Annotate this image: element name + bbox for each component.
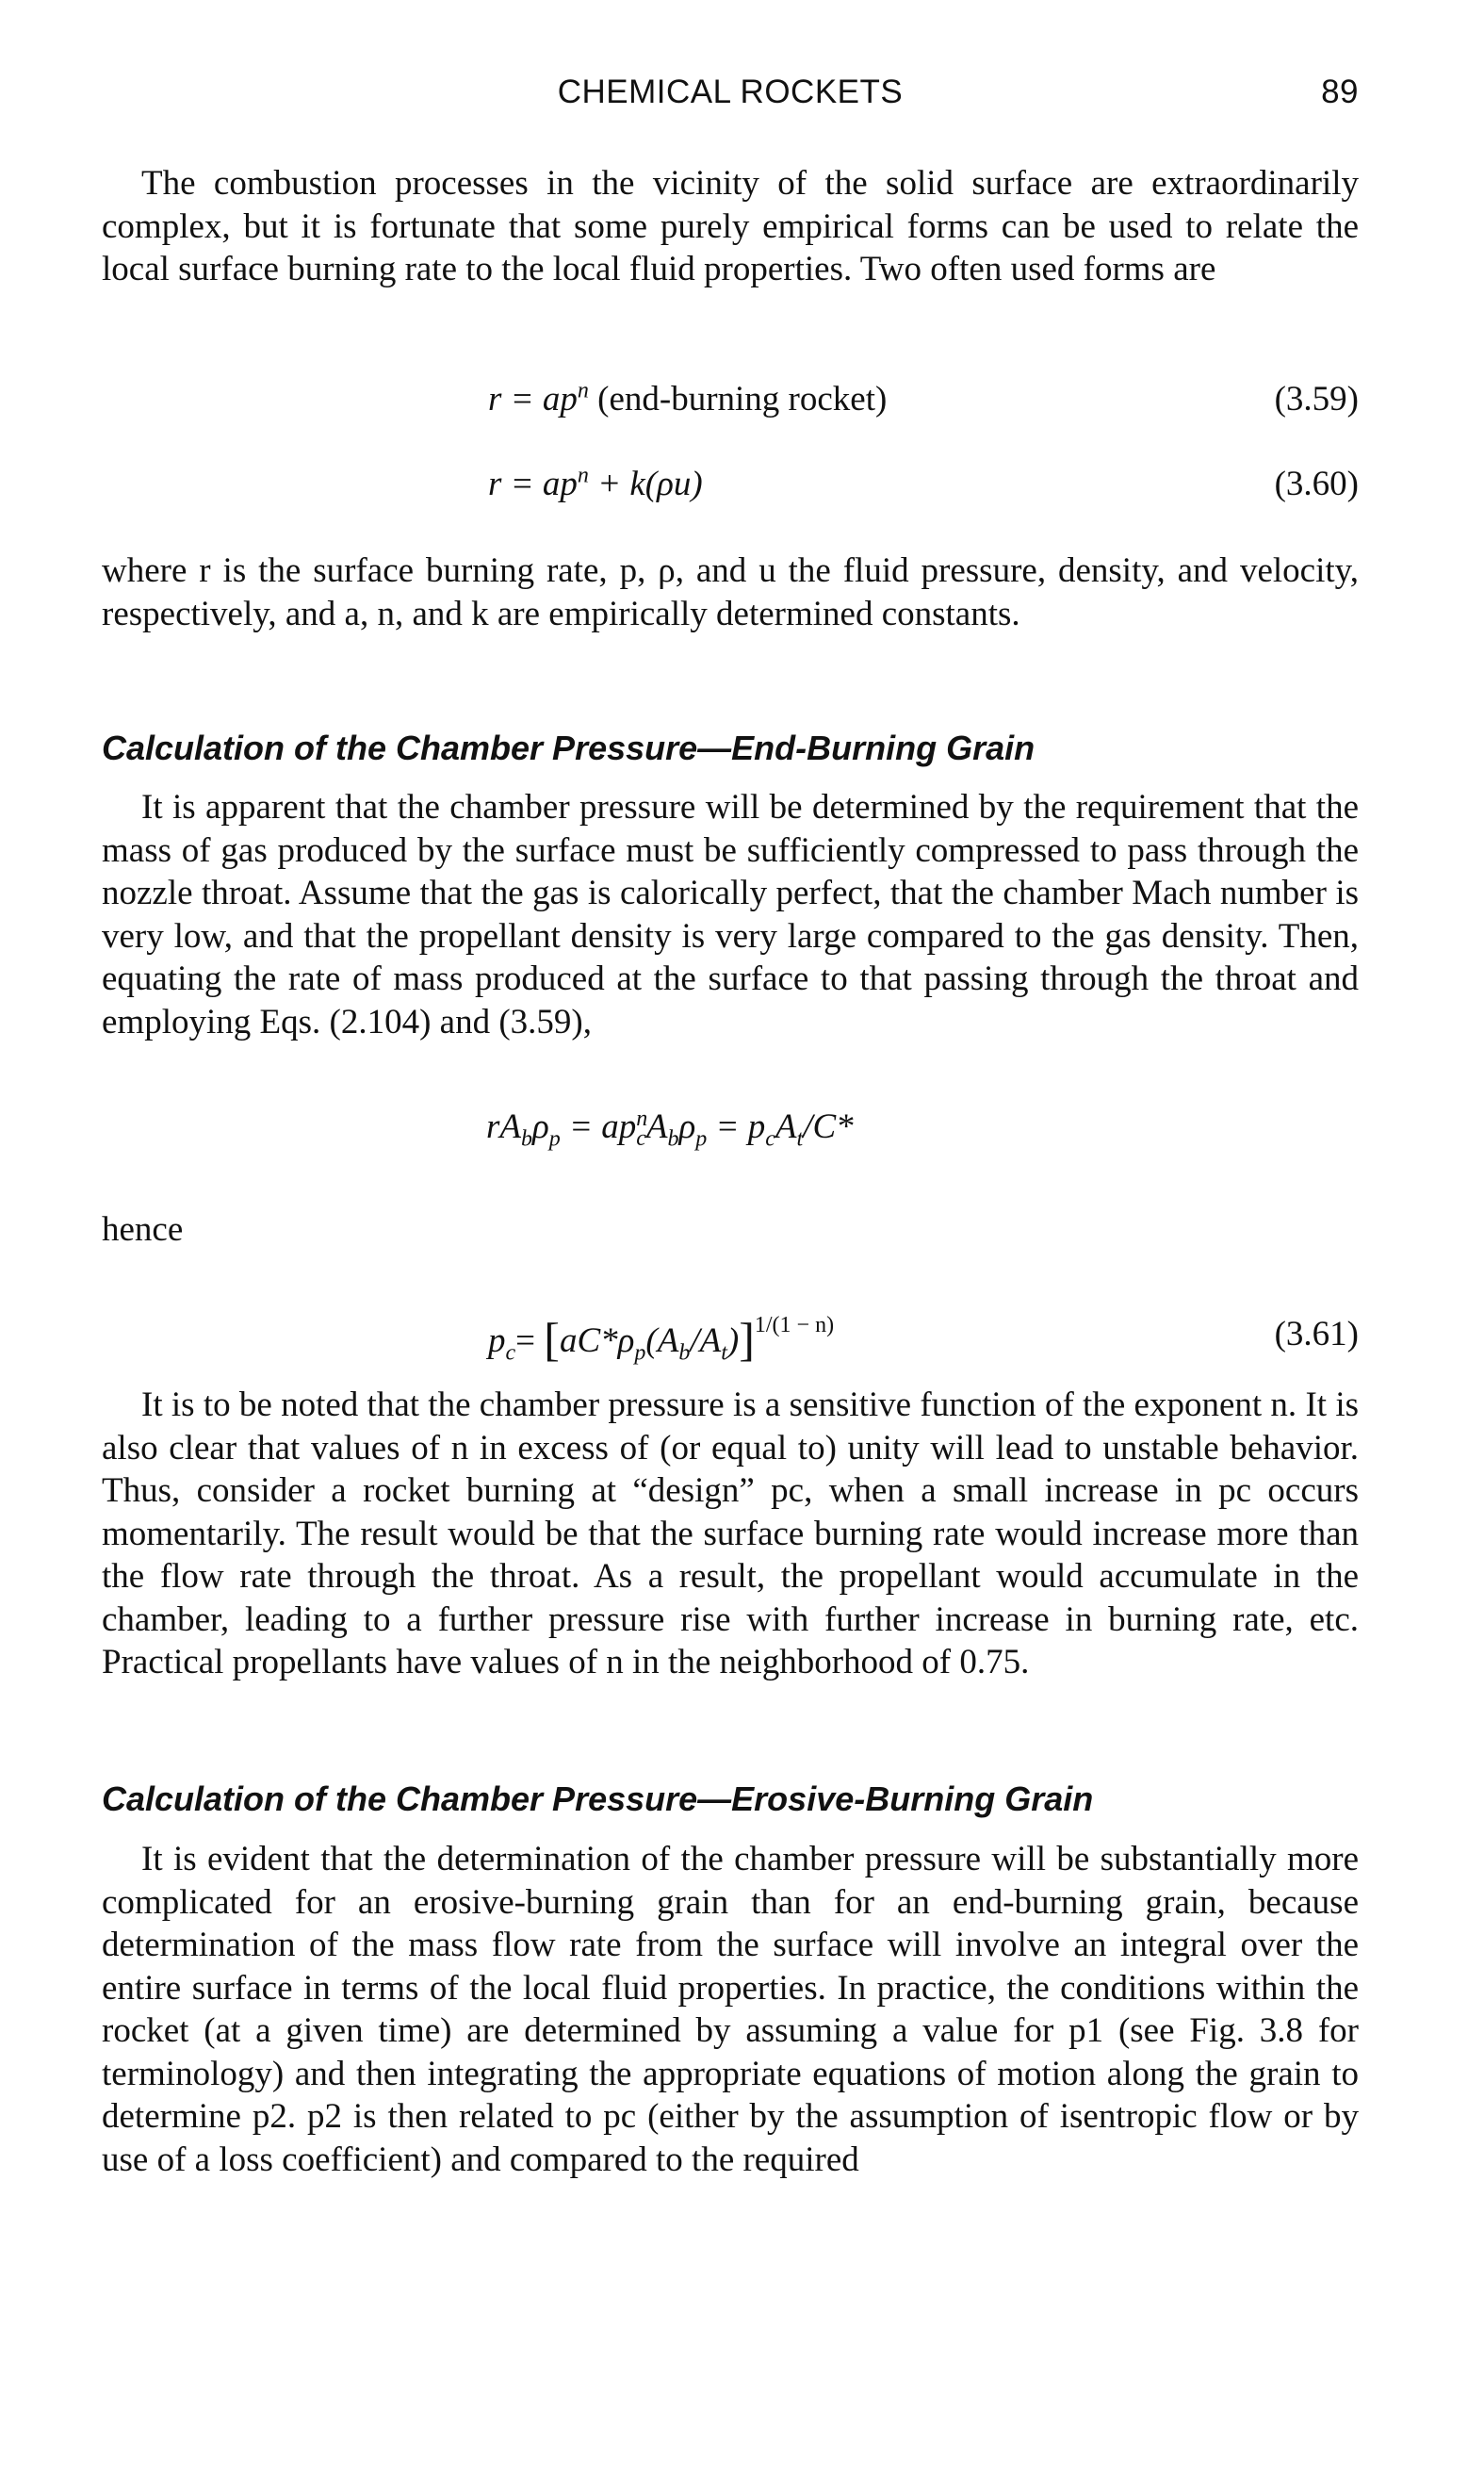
eqm-s6: c [765,1126,775,1152]
eq361-t1: p [488,1321,506,1360]
paragraph-4-text: It is to be noted that the chamber pressure is a sensitive function of the exponent n. It is also clear that values of n in excess of (or equal to) unity will lead to unstable behavior. Thus, consider a rocket burning at “design” pc, when a small increase in pc occurs momentarily. The result would be that the surface burning rate would increase more than the flow rate through the throat. As a result, the propellant would accumulate in the chamber, leading to a further pressure rise with further increase in burning rate, etc. Practical propellants have values of n in the neighborhood of 0.75. [102,1386,1359,1681]
eq361-s1: c [505,1340,516,1366]
eqm-t5: ρ [678,1107,696,1146]
running-head [102,74,1359,121]
paragraph-1-text: The combustion processes in the vicinity of the solid surface are extraordinarily complex, but it is fortunate that some purely empirical forms can be used to relate the local surface burning rate to the local fluid properties. Two often used forms are [102,164,1359,288]
section-heading-erosive-burning: Calculation of the Chamber Pressure—Erosive-Burning Grain [102,1779,1094,1818]
equation-3-60 [102,464,1359,517]
eq359-exponent: n [577,378,589,403]
eq360-exponent: n [577,463,589,488]
eq359-lhs: r = ap [488,380,578,418]
eq361-t6: ) [726,1321,740,1360]
paragraph-3-text: It is apparent that the chamber pressure will be determined by the requirement that the mass of gas produced by the surface must be sufficiently compressed to pass through the nozzle throat. Assume that the gas is calorically perfect, that the chamber Mach number is very low, and that the propellant density is very large compared to the gas density. Then, equating the rate of mass produced at the surface to that passing through the throat and employing Eqs. (2.104) and (3.59), [102,788,1359,1041]
equation-mass-balance [102,1107,1359,1159]
eq361-t4: (A [645,1321,679,1360]
eqm-s4: b [667,1126,679,1152]
eq361-close-bracket: ] [739,1313,755,1366]
eqm-s7: t [796,1126,804,1152]
eq361-s4: b [678,1340,691,1366]
paragraph-end-burning [102,786,1359,1043]
paragraph-definitions [102,549,1359,635]
eqm-t7: A [775,1107,797,1146]
eqm-t1: rA [486,1107,521,1146]
eq361-s3: p [634,1340,646,1366]
eq361-open-bracket: [ [544,1313,560,1366]
eqm-s2: p [548,1126,561,1152]
equation-3-60-formula [488,464,703,504]
eq360-rest: + k(ρu) [588,465,703,503]
eq359-note: (end-burning rocket) [588,380,888,418]
eq361-t2: = [515,1321,545,1360]
equation-3-59-number: (3.59) [1274,380,1359,418]
paragraph-erosive-burning [102,1838,1359,2181]
eq361-t5: /A [690,1321,722,1360]
eq361-exponent: 1/(1 − n) [754,1312,835,1337]
equation-3-61-number: (3.61) [1274,1315,1359,1353]
eqm-t4: A [645,1107,668,1146]
eqm-t6: = p [707,1107,766,1146]
page-number: 89 [1321,74,1359,110]
paragraph-combustion [102,162,1359,291]
equation-3-61 [102,1308,1359,1369]
eqm-s1: b [521,1126,532,1152]
running-head-title: CHEMICAL ROCKETS [557,74,904,110]
paragraph-2-text: where r is the surface burning rate, p, ρ, and u the fluid pressure, density, and velocity, respectively, and a, n, and k are empirically determined constants. [102,551,1359,633]
eqm-t3: = ap [560,1107,637,1146]
equation-3-59-formula [488,379,887,419]
equation-mass-balance-formula [486,1106,854,1152]
eq361-s5: t [721,1340,727,1366]
eq360-lhs: r = ap [488,465,578,503]
eqm-s3: c [636,1126,646,1152]
eqm-t2: ρ [532,1107,549,1146]
section-heading-end-burning: Calculation of the Chamber Pressure—End-Burning Grain [102,729,1036,767]
eqm-t8: /C* [803,1107,854,1146]
eq361-t3: aC*ρ [559,1321,635,1360]
eqm-e3: n [636,1106,648,1131]
equation-3-60-number: (3.60) [1274,465,1359,503]
eqm-s5: p [695,1126,708,1152]
paragraph-stability [102,1384,1359,1684]
paragraph-5-text: It is evident that the determination of the chamber pressure will be substantially more complicated for an erosive-burning grain than for an end-burning grain, because determination of the mass flow rate from the surface will involve an integral over the entire surface in terms of the local fluid properties. In practice, the conditions within the rocket (at a given time) are determined by assuming a value for p1 (see Fig. 3.8 for terminology) and then integrating the appropriate equations of motion along the grain to determine p2. p2 is then related to pc (either by the assumption of isentropic flow or by use of a loss coefficient) and compared to the required [102,1840,1359,2179]
equation-3-61-formula [488,1308,835,1366]
equation-3-59 [102,379,1359,432]
word-hence: hence [102,1210,184,1249]
